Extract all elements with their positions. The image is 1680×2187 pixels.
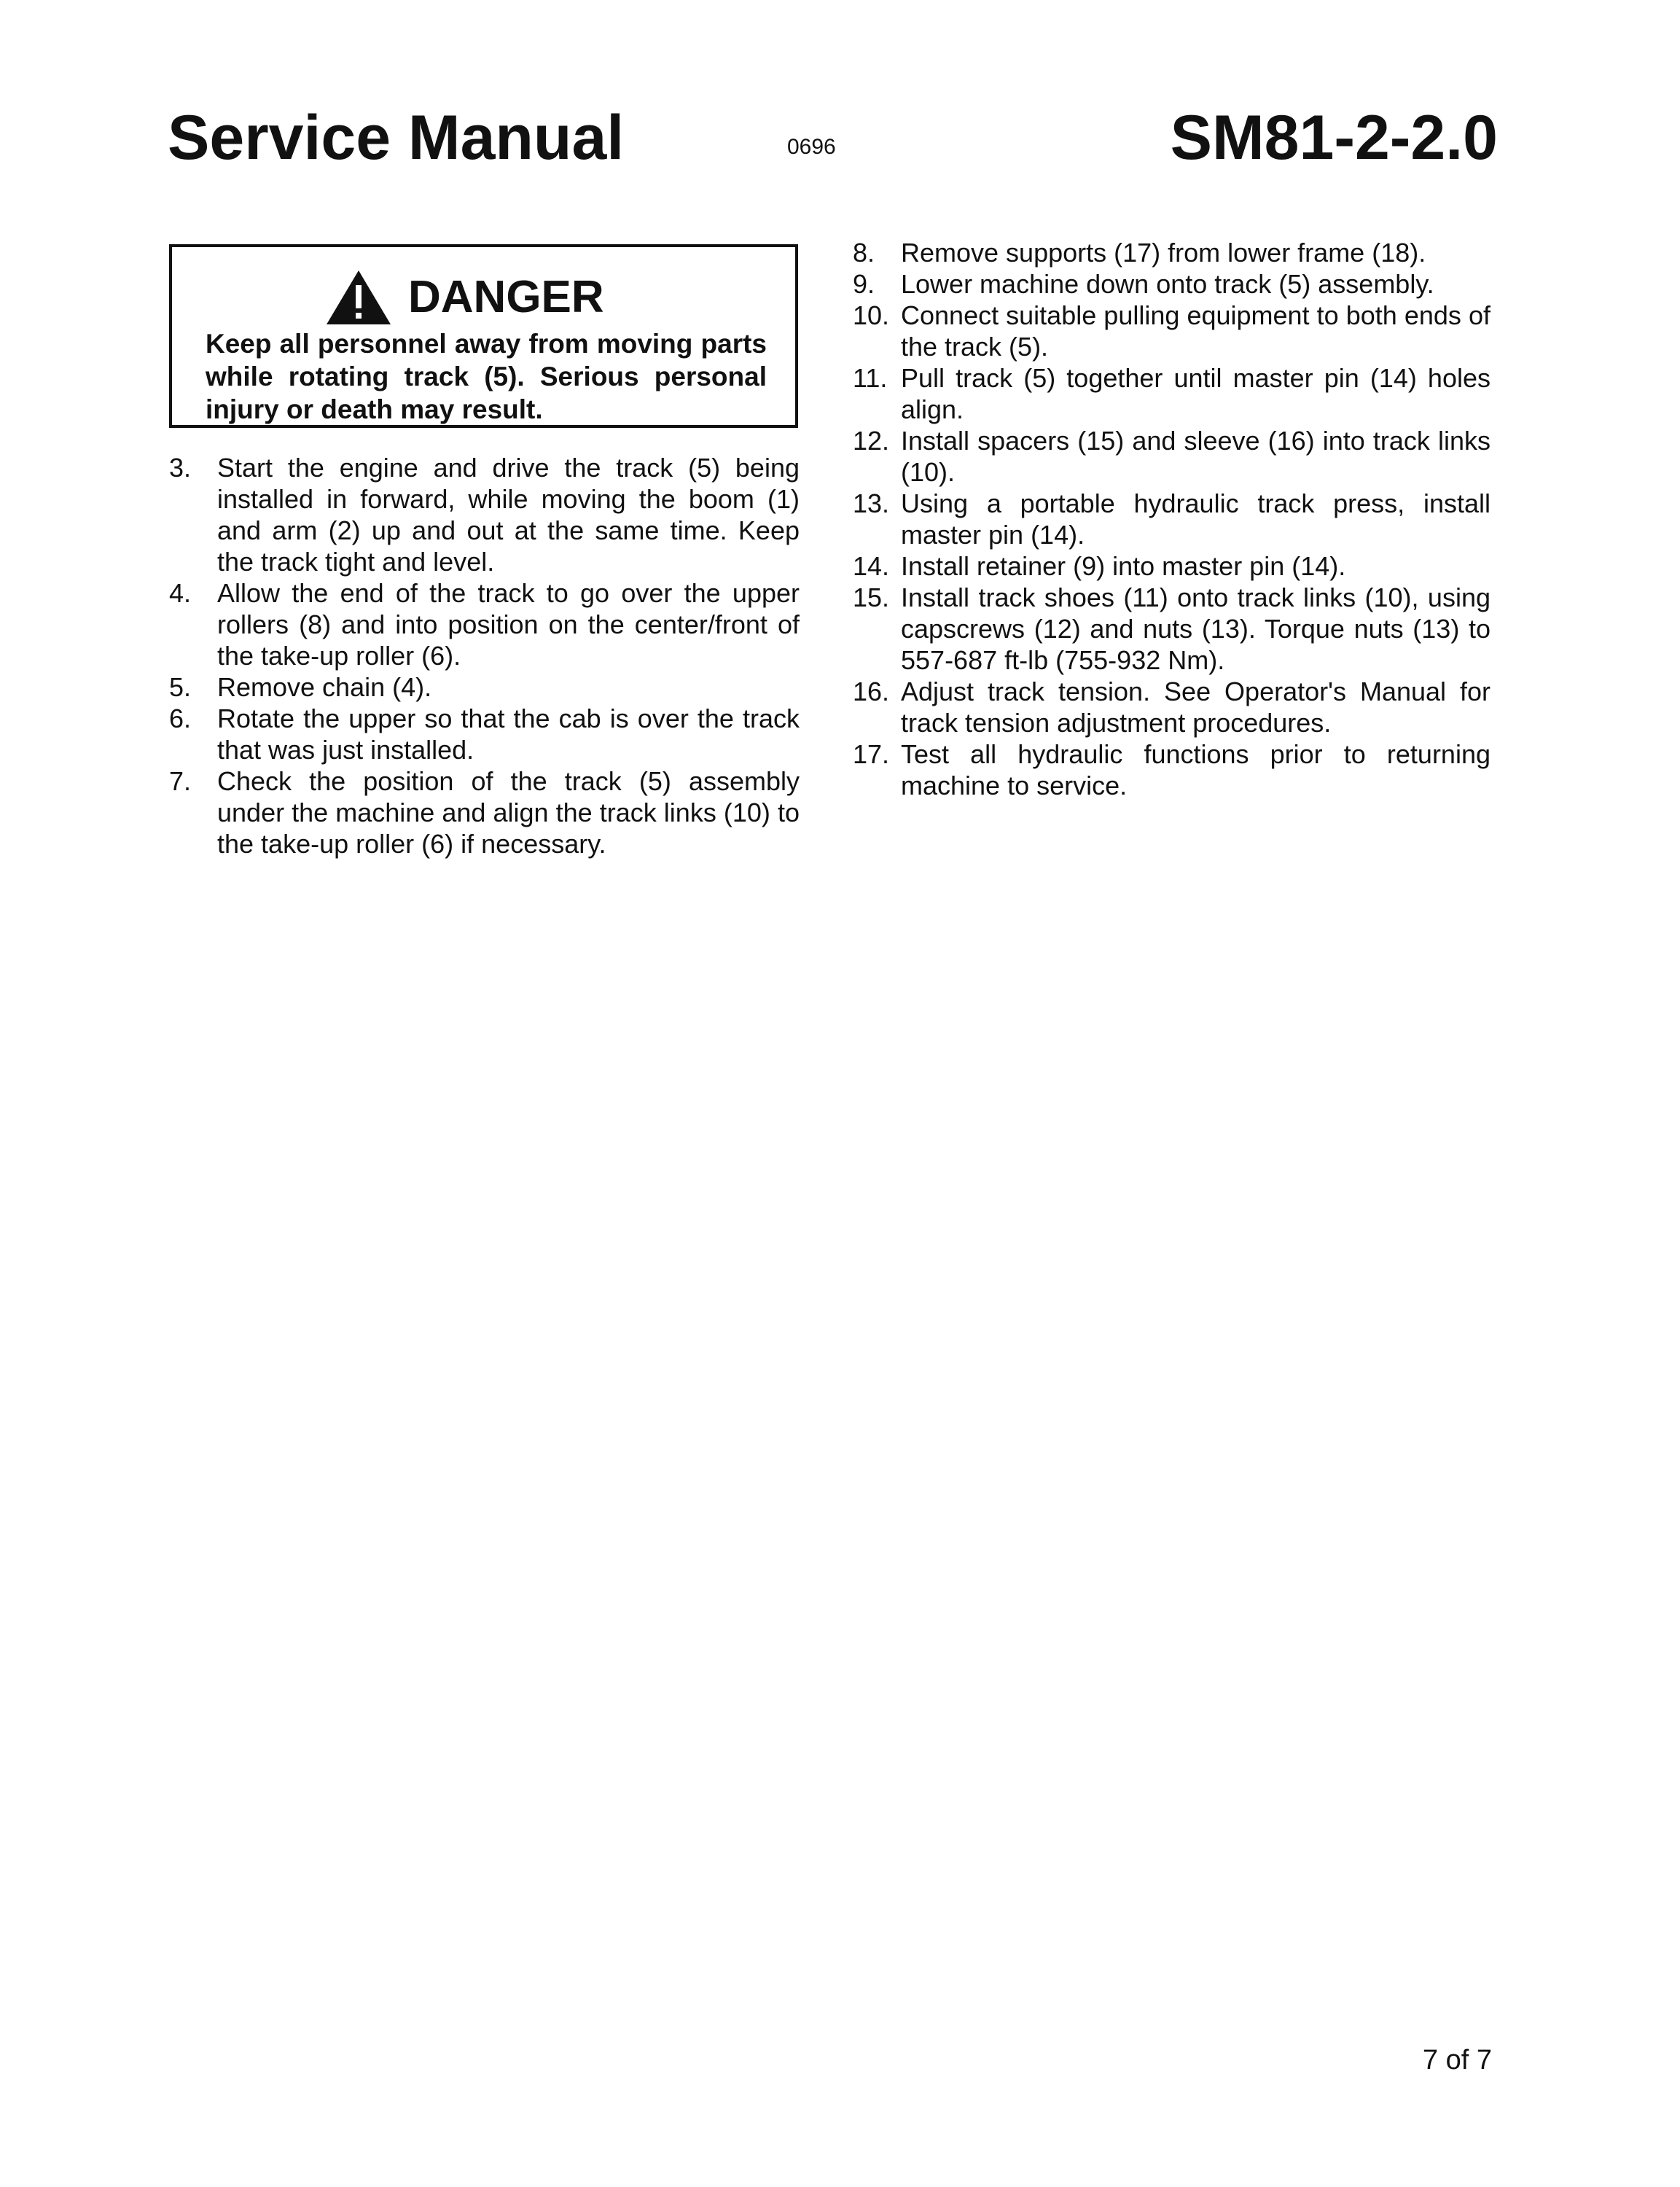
step-item [169,577,800,671]
step-item [853,676,1490,738]
step-text: Adjust track tension. See Operator's Manual for track tension adjustment procedures. [901,677,1490,738]
step-number: 6. [169,703,192,733]
left-steps [169,452,800,859]
revision-code: 0696 [787,135,836,159]
step-item [853,362,1490,425]
step-item [169,671,800,703]
danger-box [169,244,798,428]
step-number: 15. [853,582,890,612]
step-item [853,300,1490,362]
step-item [853,738,1490,801]
step-text: Install retainer (9) into master pin (14). [901,551,1346,581]
step-number: 16. [853,677,890,706]
step-item [853,268,1490,300]
warning-triangle-icon [325,269,392,326]
step-number: 8. [853,238,875,268]
step-item [853,425,1490,488]
step-text: Remove supports (17) from lower frame (18). [901,238,1426,268]
step-text: Test all hydraulic functions prior to returning machine to service. [901,739,1490,800]
step-number: 13. [853,488,890,518]
step-text: Start the engine and drive the track (5) being installed in forward, while moving the boom (1) and arm (2) up and out at the same time. Keep the track tight and level. [217,453,800,577]
step-text: Install spacers (15) and sleeve (16) into track links (10). [901,426,1490,487]
step-item [853,488,1490,550]
step-number: 5. [169,672,192,702]
step-number: 11. [853,363,888,393]
step-text: Lower machine down onto track (5) assembly. [901,269,1434,299]
step-number: 7. [169,766,192,796]
step-text: Install track shoes (11) onto track links (10), using capscrews (12) and nuts (13). Torque nuts (13) to 557-687 ft-lb (755-932 Nm). [901,582,1490,675]
step-number: 14. [853,551,890,581]
danger-heading [325,269,604,326]
danger-text: Keep all personnel away from moving parts while rotating track (5). Serious personal injury or death may result. [206,329,767,424]
step-text: Connect suitable pulling equipment to both ends of the track (5). [901,300,1490,362]
step-item [169,703,800,765]
right-steps [853,237,1490,801]
manual-title: Service Manual [168,103,625,173]
step-text: Check the position of the track (5) assembly under the machine and align the track links (10) to the take-up roller (6) if necessary. [217,766,800,859]
danger-title: DANGER [408,272,604,322]
step-text: Remove chain (4). [217,672,432,702]
step-number: 3. [169,453,192,483]
step-number: 10. [853,300,890,330]
step-item [169,452,800,577]
step-number: 12. [853,426,890,456]
step-item [853,237,1490,268]
step-number: 9. [853,269,875,299]
page-number: 7 of 7 [1422,2045,1492,2075]
step-text: Rotate the upper so that the cab is over the track that was just installed. [217,703,800,765]
step-item [853,550,1490,582]
step-item [169,765,800,859]
step-number: 4. [169,578,192,608]
step-text: Pull track (5) together until master pin (14) holes align. [901,363,1490,424]
step-text: Using a portable hydraulic track press, install master pin (14). [901,488,1490,550]
step-text: Allow the end of the track to go over the upper rollers (8) and into position on the center/front of the take-up roller (6). [217,578,800,671]
step-item [853,582,1490,676]
step-number: 17. [853,739,890,769]
document-number: SM81-2-2.0 [1170,103,1498,173]
